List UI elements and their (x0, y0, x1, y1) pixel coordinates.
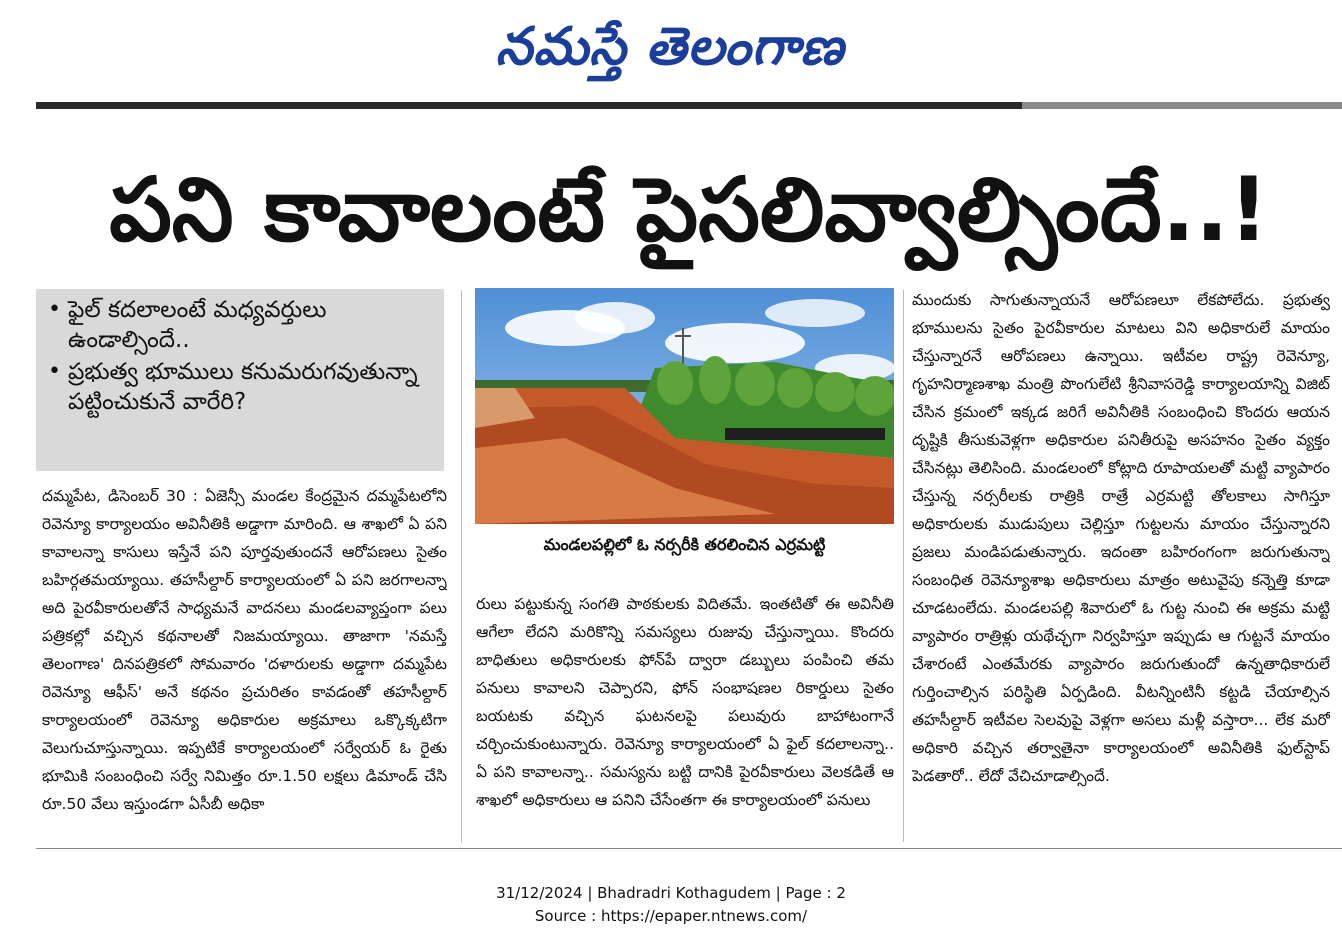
article-column-1 (42, 482, 447, 842)
nursery-photo (475, 288, 894, 524)
bottom-rule (36, 848, 1342, 849)
highlights-box (36, 289, 444, 471)
article-headline: పని కావాలంటే పైసలివ్వాల్సిందే..! (109, 158, 1269, 261)
footer-source: Source : https://epaper.ntnews.com/ (534, 907, 808, 925)
photo-caption: మండలపల్లిలో ఓ నర్సరీకి తరలించిన ఎర్రమట్టి (543, 535, 826, 554)
column-text: ముందుకు సాగుతున్నాయనే ఆరోపణలూ లేకపోలేదు. ప్రభుత్వ భూములను సైతం పైరవీకారుల మాటలు విని అధికారులే మాయం చేస్తున్నారనే ఆరోపణలు ఉన్నాయి. ఇటీవల రాష్ట్ర రెవెన్యూ, గృహనిర్మాణశాఖ మంత్రి పొంగులేటి శ్రీనివాసరెడ్డి కార్యాలయాన్ని విజిట్ చేసిన క్రమంలో ఇక్కడ జరిగే అవినీతికి సంబంధించి కొందరు ఆయన దృష్టికి తీసుకువెళ్లగా అధికారుల పనితీరుపై అసహనం సైతం వ్యక్తం చేసినట్లు తెలిసింది. మండలంలో కోట్లాది రూపాయలతో మట్టి వ్యాపారం చేస్తున్న నర్సరీలకు రాత్రికి రాత్రే ఎర్రమట్టి తోలకాలు సాగిస్తూ అధికారులకు ముడుపులు చెల్లిస్తూ గుట్టలను మాయం చేస్తున్నారని ప్రజలు మండిపడుతున్నారు. ఇదంతా బహిరంగంగా జరుగుతున్నా సంబంధిత రెవెన్యూశాఖ అధికారులు మాత్రం అటువైపు కన్నెత్తి కూడా చూడటంలేదు. మండలపల్లి శివారులో ఓ గుట్ట నుంచి ఈ అక్రమ మట్టి వ్యాపారం రాత్రిళ్లు యథేచ్ఛగా నిర్వహిస్తూ ఇప్పుడు ఆ గుట్టనే మాయం చేశారంటే ఎంతమేరకు వ్యాపారం జరుగుతుందో ఉన్నతాధికారులే గుర్తించాల్సిన పరిస్థితి ఏర్పడింది. వీటన్నింటినీ కట్టడి చేయాల్సిన తహసీల్దార్ ఇటీవల సెలవుపై వెళ్లగా అసలు మళ్లీ వస్తారా... లేక మరో అధికారి వచ్చిన తర్వాతైనా కార్యాలయంలో అవినీతికి ఫుల్‌స్టాప్ పెడతారో.. లేదో వేచిచూడాల్సిందే. (912, 291, 1330, 785)
article-column-3 (912, 286, 1330, 842)
article-column-2 (476, 590, 894, 842)
highlight-item: • ఫైల్ కదలాలంటే మధ్యవర్తులు ఉండాల్సిందే.. (48, 295, 432, 355)
column-text: దమ్మపేట, డిసెంబర్ 30 : ఏజెన్సీ మండల కేంద్రమైన దమ్మపేటలోని రెవెన్యూ కార్యాలయం అవినీతికి అడ్డాగా మారింది. ఆ శాఖలో ఏ పని కావాలన్నా కాసులు ఇస్తేనే పని పూర్తవుతుందనే ఆరోపణలు సైతం బహిర్గతమయ్యాయి. తహసీల్దార్ కార్యాలయంలో ఏ పని జరగాలన్నా అది పైరవీకారులతోనే సాధ్యమనే వాదనలు మండలవ్యాప్తంగా పలు పత్రికల్లో వచ్చిన కథనాలతో నిజమయ్యాయి. తాజాగా 'నమస్తే తెలంగాణ' దినపత్రికలో సోమవారం 'దళారులకు అడ్డాగా దమ్మపేట రెవెన్యూ ఆఫీస్' అనే కథనం ప్రచురితం కావడంతో తహసీల్దార్ కార్యాలయంలో రెవెన్యూ అధికారుల అక్రమాలు ఒక్కొక్కటిగా వెలుగుచూస్తున్నాయి. ఇప్పటికే కార్యాలయంలో సర్వేయర్ ఓ రైతు భూమికి సంబంధించి సర్వే నిమిత్తం రూ.1.50 లక్షలు డిమాండ్ చేసి రూ.50 వేలు ఇస్తుండగా ఏసీబీ అధికా (42, 487, 447, 813)
highlight-item: • ప్రభుత్వ భూములు కనుమరుగవుతున్నా పట్టించుకునే వారేరి? (48, 357, 432, 417)
footer-date-page: 31/12/2024 | Bhadradri Kothagudem | Page : 2 (496, 884, 846, 902)
column-divider (461, 290, 462, 842)
masthead-rule (36, 102, 1342, 109)
newspaper-masthead: నమస్తే తెలంగాణ (495, 17, 845, 77)
column-text: రులు పట్టుకున్న సంగతి పాఠకులకు విదితమే. ఇంతటితో ఈ అవినీతి ఆగేలా లేదని మరికొన్ని సమస్యలు రుజువు చేస్తున్నాయి. కొందరు బాధితులు అధికారులకు ఫోన్‌పే ద్వారా డబ్బులు పంపించి తమ పనులు కావాలని చెప్పారని, ఫోన్ సంభాషణల రికార్డులు సైతం బయటకు వచ్చిన ఘటనలపై పలువురు బాహాటంగానే చర్చించుకుంటున్నారు. రెవెన్యూ కార్యాలయంలో ఏ ఫైల్ కదలాలన్నా.. ఏ పని కావాలన్నా.. సమస్యను బట్టి దానికి పైరవీకారులు వెలకడితే ఆ శాఖలో అధికారులు ఆ పనిని చేసేంతగా ఈ కార్యాలయంలో పనులు (476, 595, 894, 809)
column-divider (903, 290, 904, 842)
